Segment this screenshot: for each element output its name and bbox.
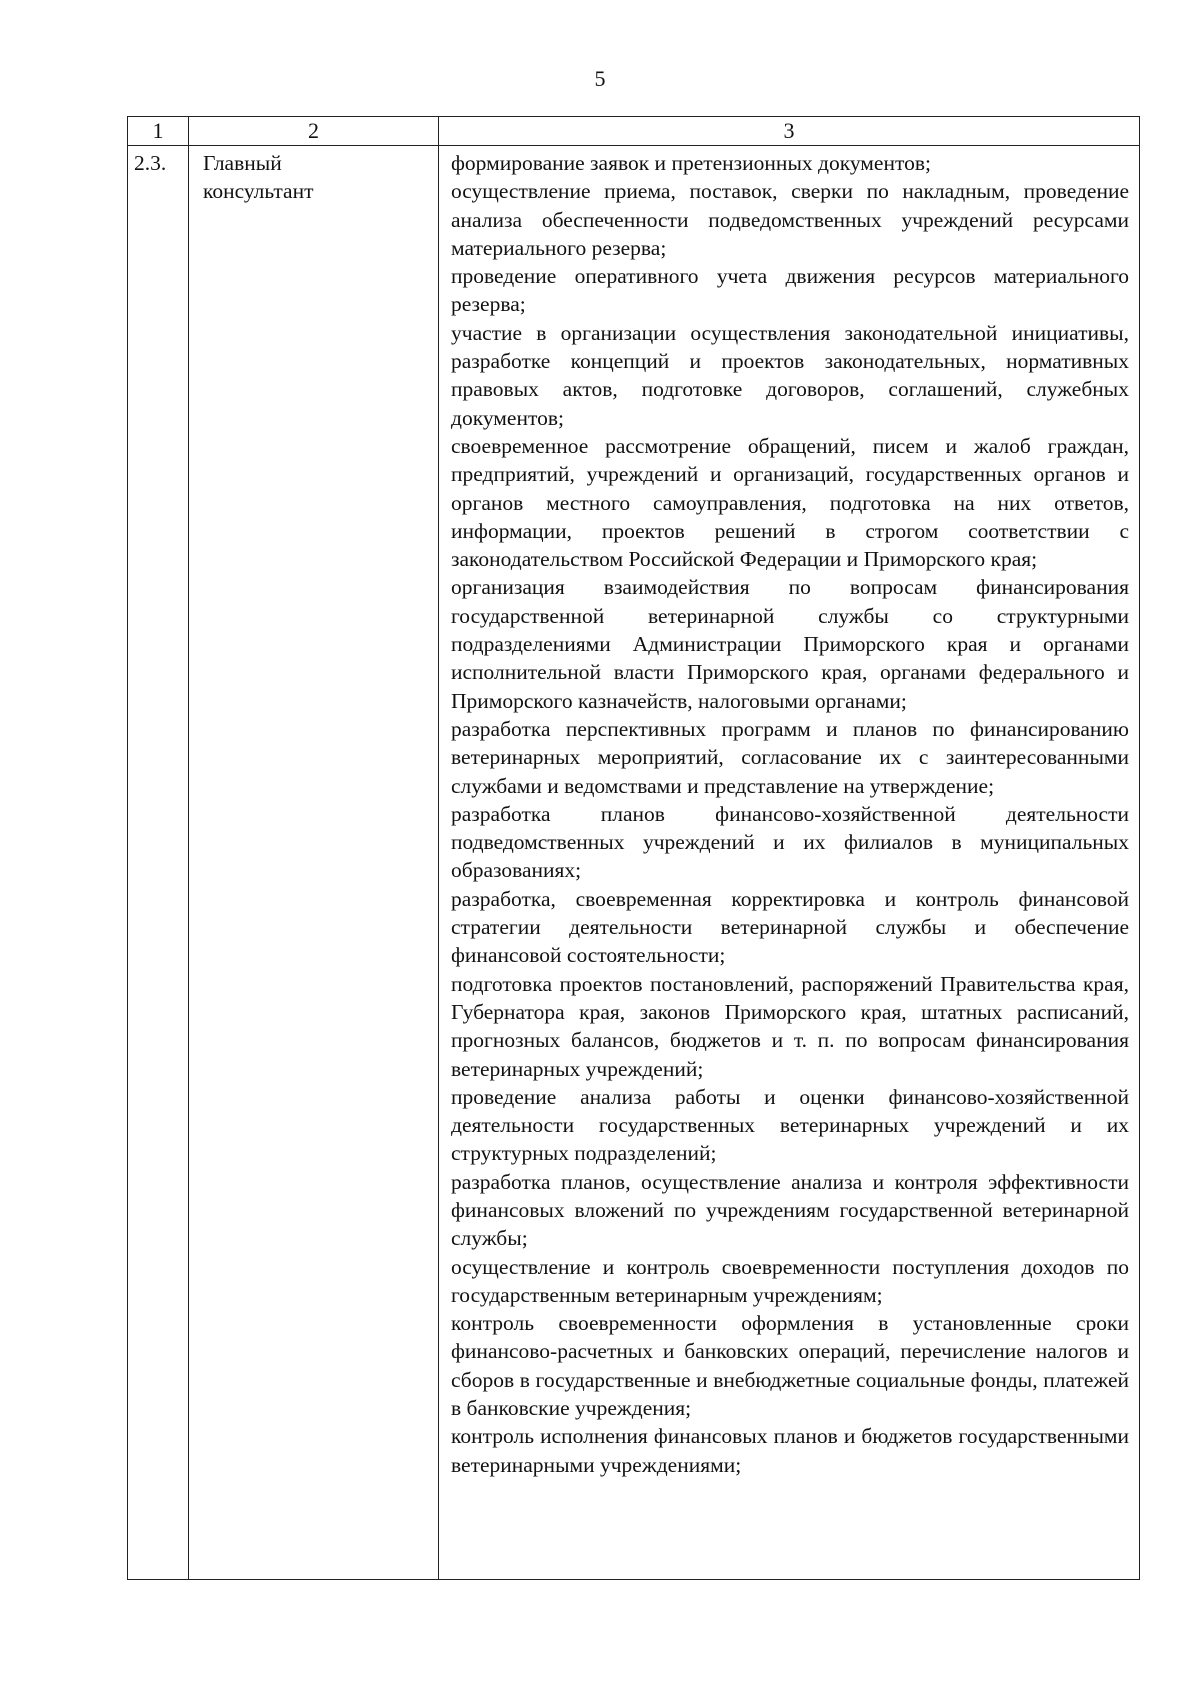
duty-item: организация взаимодействия по вопросам финансирования государственной ветеринарной службы со структурными подразделениями Администрации Приморского края и органами исполнительной власти Приморского края, органами федерального и Приморского казначейств, налоговыми органами; [451,575,1129,713]
column-header-2: 2 [189,117,439,146]
column-header-1: 1 [128,117,189,146]
duty-item: разработка перспективных программ и планов по финансированию ветеринарных мероприятий, согласование их с заинтересованными службами и ведомствами и представление на утверждение; [451,716,1129,798]
duty-item: контроль исполнения финансовых планов и бюджетов государственными ветеринарными учреждениями; [451,1424,1129,1477]
duty-item: разработка, своевременная корректировка и контроль финансовой стратегии деятельности ветеринарной службы и обеспечение финансовой состоятельности; [451,886,1129,968]
position-title-line1: Главный [203,151,282,175]
page-number: 5 [594,66,606,91]
duty-item: осуществление и контроль своевременности поступления доходов по государственным ветеринарным учреждениям; [451,1254,1129,1307]
duty-item: участие в организации осуществления законодательной инициативы, разработке концепций и проектов законодательных, нормативных правовых актов, подготовке договоров, соглашений, служебных документов; [451,320,1129,430]
column-header-3: 3 [439,117,1140,146]
table-row [128,146,1140,1580]
duty-item: формирование заявок и претензионных документов; [451,151,931,175]
duty-item: осуществление приема, поставок, сверки по накладным, проведение анализа обеспеченности подведомственных учреждений ресурсами материального резерва; [451,179,1129,260]
duties-cell [439,146,1140,1580]
table-header-row [128,117,1140,146]
duty-item: своевременное рассмотрение обращений, писем и жалоб граждан, предприятий, учреждений и организаций, государственных органов и органов местного самоуправления, подготовка на них ответов, информации, проектов решений в строгом соответствии с законодательством Российской Федерации и Приморского края; [451,433,1129,572]
row-number: 2.3. [128,146,189,1580]
position-cell [189,146,439,1580]
duties-table [127,116,1140,1580]
position-title-line2: консультант [203,179,314,203]
duty-item: разработка планов финансово-хозяйственной деятельности подведомственных учреждений и их филиалов в муниципальных образованиях; [451,801,1129,883]
duty-item: проведение анализа работы и оценки финансово-хозяйственной деятельности государственных ветеринарных учреждений и их структурных подразделений; [451,1084,1129,1166]
duty-item: подготовка проектов постановлений, распоряжений Правительства края, Губернатора края, законов Приморского края, штатных расписаний, прогнозных балансов, бюджетов и т. п. по вопросам финансирования ветеринарных учреждений; [451,971,1129,1081]
duty-item: проведение оперативного учета движения ресурсов материального резерва; [451,264,1129,317]
duty-item: разработка планов, осуществление анализа и контроля эффективности финансовых вложений по учреждениям государственной ветеринарной службы; [451,1169,1129,1251]
duty-item: контроль своевременности оформления в установленные сроки финансово-расчетных и банковских операций, перечисление налогов и сборов в государственные и внебюджетные социальные фонды, платежей в банковские учреждения; [451,1311,1129,1421]
